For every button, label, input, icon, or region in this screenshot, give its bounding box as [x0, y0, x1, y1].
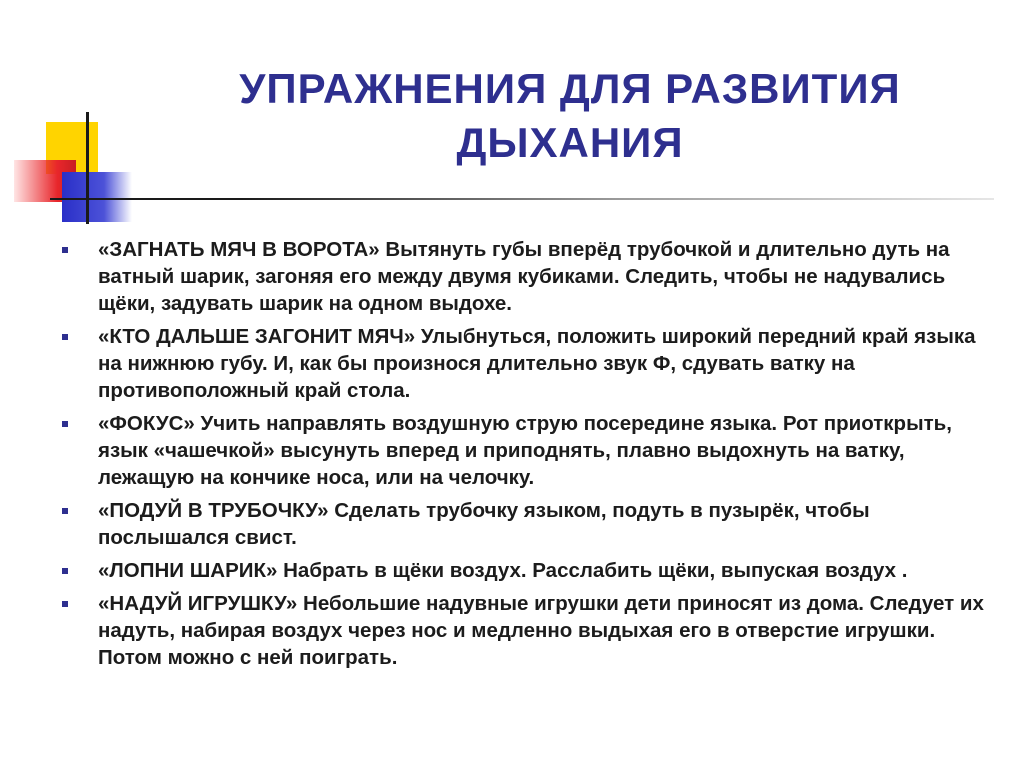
- list-item: [60, 323, 990, 404]
- square-bullet-icon: [62, 247, 68, 253]
- list-item: [60, 236, 990, 317]
- list-item-text: «НАДУЙ ИГРУШКУ» Небольшие надувные игрушки дети приносят из дома. Следует их надуть, набирая воздух через нос и медленно выдыхая его в отверстие игрушки. Потом можно с ней поиграть.: [98, 592, 984, 669]
- blue-square-decoration: [62, 172, 132, 222]
- square-bullet-icon: [62, 601, 68, 607]
- exercise-list: [60, 236, 990, 677]
- title-divider-line: [50, 198, 994, 200]
- list-item-text: «ЛОПНИ ШАРИК» Набрать в щёки воздух. Расслабить щёки, выпуская воздух .: [98, 559, 908, 582]
- square-bullet-icon: [62, 568, 68, 574]
- list-item: [60, 410, 990, 491]
- square-bullet-icon: [62, 508, 68, 514]
- list-item-text: «ПОДУЙ В ТРУБОЧКУ» Сделать трубочку языком, подуть в пузырёк, чтобы послышался свист.: [98, 499, 870, 549]
- vertical-divider-line: [86, 112, 89, 224]
- list-item-text: «КТО ДАЛЬШЕ ЗАГОНИТ МЯЧ» Улыбнуться, положить широкий передний край языка на нижнюю губу. И, как бы произнося длительно звук Ф, сдувать ватку на противоположный край стола.: [98, 325, 976, 402]
- list-item: [60, 590, 990, 671]
- list-item: [60, 557, 990, 584]
- list-item-text: «ЗАГНАТЬ МЯЧ В ВОРОТА» Вытянуть губы вперёд трубочкой и длительно дуть на ватный шарик, загоняя его между двумя кубиками. Следить, чтобы не надувались щёки, задувать шарик на одном выдохе.: [98, 238, 950, 315]
- square-bullet-icon: [62, 421, 68, 427]
- slide-title: УПРАЖНЕНИЯ ДЛЯ РАЗВИТИЯ ДЫХАНИЯ: [239, 65, 901, 166]
- list-item-text: «ФОКУС» Учить направлять воздушную струю посередине языка. Рот приоткрыть, язык «чашечкой» высунуть вперед и приподнять, плавно выдохнуть на ватку, лежащую на кончике носа, или на челочку.: [98, 412, 952, 489]
- list-item: [60, 497, 990, 551]
- square-bullet-icon: [62, 334, 68, 340]
